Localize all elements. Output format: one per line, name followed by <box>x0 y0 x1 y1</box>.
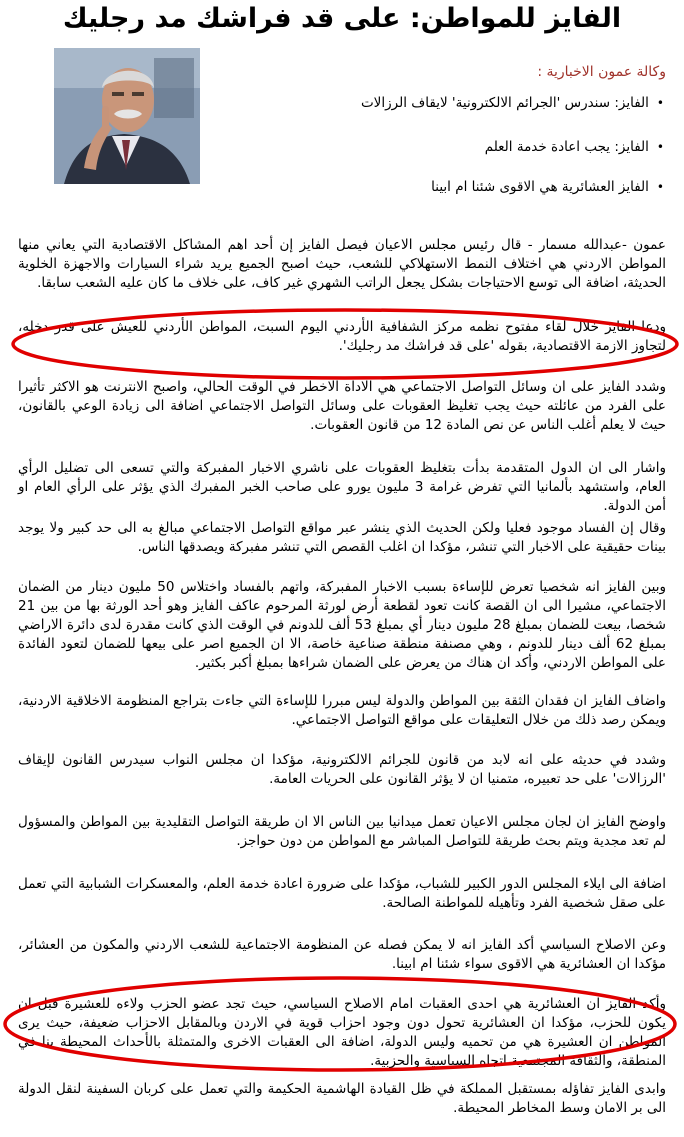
article-paragraph: واشار الى ان الدول المتقدمة بدأت بتغليظ العقوبات على ناشري الاخبار المفبركة والتي تسعى الى تضليل الرأي العام، واستشهد بألمانيا التي تفرض غرامة 3 مليون يورو على صاحب الخبر المفبرك الذي يؤثر على الرأي العام او أمن الدولة. <box>18 460 666 514</box>
highlight-bullet <box>224 94 664 112</box>
bullet-text: الفايز: سندرس 'الجرائم الالكترونية' لايقاف الرزالات <box>360 95 649 111</box>
bullet-icon: • <box>656 96 664 110</box>
article-title: الفايز للمواطن: على قد فراشك مد رجليك <box>62 3 622 34</box>
article-paragraph: واضاف الفايز ان فقدان الثقة بين المواطن والدولة ليس مبررا للإساءة التي جاءت بتراجع المنظومة الاخلاقية الاردنية، ويمكن رصد ذلك من خلال التعليقات على مواقع التواصل الاجتماعي. <box>18 693 666 728</box>
bullet-icon: • <box>656 140 664 154</box>
speaker-photo-image <box>54 48 200 184</box>
article-paragraph: وعن الاصلاح السياسي أكد الفايز انه لا يمكن فصله عن المنظومة الاجتماعية للشعب الاردني والمكون من العشائر، مؤكدا ان العشائرية هي الاقوى سواء شئنا ام ابينا. <box>18 937 666 972</box>
article-paragraph: وشدد الفايز على ان وسائل التواصل الاجتماعي هي الاداة الاخطر في الوقت الحالي، واصبح الانترنت هو الاكثر تأثيرا على الفرد من عائلته حيث يجب تغليظ العقوبات على وسائل التواصل الاجتماعي اضافة الى زيادة الوعي بالقانون، حيث لا يعلم أغلب الناس عن نص المادة 12 من قانون العقوبات. <box>18 379 666 433</box>
article-paragraph: وابدى الفايز تفاؤله بمستقبل المملكة في ظل القيادة الهاشمية الحكيمة والتي تعمل على كربان السفينة لنقل الدولة الى بر الامان وسط المخاطر المحيطة. <box>18 1081 666 1116</box>
article-paragraph: وأكد الفايز ان العشائرية هي احدى العقبات امام الاصلاح السياسي، حيث تجد عضو الحزب ولاءه للعشيرة قبل ان يكون للحزب، مؤكدا ان العشائرية تحول دون وجود احزاب قوية في الاردن وبالمقابل الاحزاب ضعيفة، حيث يرى المواطن ان العشيرة هي من تحميه وليس الدولة، اضافة الى العقبات الاخرى والمتمثلة بالأحداث المحيطة بنا في المنطقة، والثقافة المجتمعية اتجاه السياسية والحزبية. <box>18 996 666 1069</box>
article-paragraph: ودعا الفايز خلال لقاء مفتوح نظمه مركز الشفافية الأردني اليوم السبت، المواطن الأردني للعيش على قدر دخله، لتجاوز الازمة الاقتصادية، بقوله 'على قد فراشك مد رجليك'. <box>18 319 666 354</box>
highlight-bullet <box>224 178 664 196</box>
highlight-bullet <box>224 138 664 156</box>
article-paragraph: وقال إن الفساد موجود فعليا ولكن الحديث الذي ينشر عبر مواقع التواصل الاجتماعي مبالغ به الى حد كبير ولا يوجد بينات حقيقية على الاخبار التي تنشر، مؤكدا ان اغلب القصص التي تنشر مفبركة ويصدقها الناس. <box>18 520 666 555</box>
bullet-text: الفايز العشائرية هي الاقوى شئنا ام ابينا <box>431 179 649 195</box>
article-paragraph: وشدد في حديثه على انه لابد من قانون للجرائم الالكترونية، مؤكدا ان مجلس النواب سيدرس القانون لإيقاف 'الرزالات' على حد تعبيره، متمنيا ان لا يؤثر القانون على الحريات العامة. <box>18 752 666 787</box>
bullet-icon: • <box>656 180 664 194</box>
article-paragraph: وبين الفايز انه شخصيا تعرض للإساءة بسبب الاخبار المفبركة، واتهم بالفساد واختلاس 50 مليون دينار من الضمان الاجتماعي، مشيرا الى ان القصة كانت تعود لقطعة أرض لورثة المرحوم عاكف الفايز وهو أحد الورثة بها من بين 21 شخصا، بيعت للضمان بمبلغ 28 مليون دينار أي بمبلغ 53 ألف للدونم في الوقت الذي كانت مقدرة لدى دائرة الاراضي بمبلغ 62 ألف دينار للدونم ، وهي مصنفة منطقة صناعية خاصة، الا ان الجميع اصر على بيعها للضمان لتعود الفائدة على المواطن الاردني، وأكد ان هناك من يعرض على الضمان شراءها بمبلغ أكبر بكثير. <box>18 579 667 671</box>
article-paragraph: عمون -عبدالله مسمار - قال رئيس مجلس الاعيان فيصل الفايز إن أحد اهم المشاكل الاقتصادية التي يعاني منها المواطن الاردني هي اختلاف النمط الاستهلاكي للشعب، حيث اصبح الجميع يريد شراء السيارات والاجهزة الخلوية الحديثة، اضافة الى توسع الاحتياجات بشكل يجعل الراتب الشهري غير كاف، على خلاف ما كان عليه الشعب سابقا. <box>18 237 666 291</box>
news-source: وكالة عمون الاخبارية : <box>537 64 666 80</box>
article-paragraph: واوضح الفايز ان لجان مجلس الاعيان تعمل ميدانيا بين الناس الا ان طريقة التواصل التقليدية بين المواطن والمسؤول لم تعد مجدية ويتم بحث طريقة للتواصل المباشر مع المواطن من دون حواجز. <box>18 814 666 849</box>
article-paragraph: اضافة الى ايلاء المجلس الدور الكبير للشباب، مؤكدا على ضرورة اعادة خدمة العلم، والمعسكرات الشبابية التي تعمل على صقل شخصية الفرد وتأهيله للمواطنة الصالحة. <box>18 876 666 911</box>
speaker-photo <box>54 48 200 184</box>
bullet-text: الفايز: يجب اعادة خدمة العلم <box>484 139 649 155</box>
